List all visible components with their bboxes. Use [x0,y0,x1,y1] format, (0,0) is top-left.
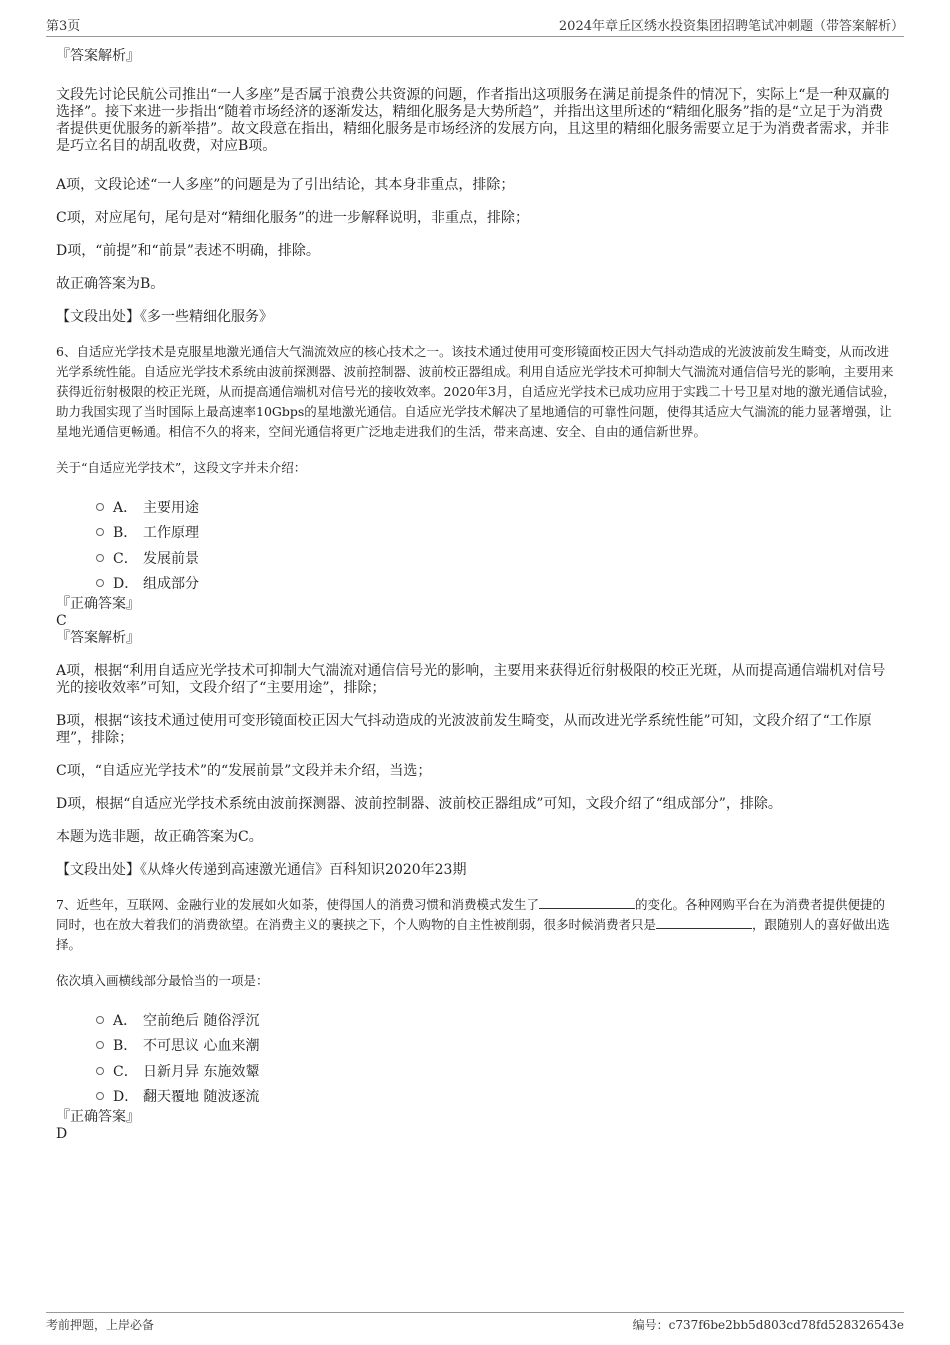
q5-analysis-label: 『答案解析』 [56,48,140,64]
q7-answer-label: 『正确答案』 [56,1109,140,1125]
radio-icon[interactable] [96,528,104,536]
radio-icon[interactable] [96,1067,104,1075]
q7-option-c[interactable]: C． 日新月异 东施效颦 [96,1058,896,1084]
q5-option-d-analysis: D项，“前提”和“前景”表述不明确，排除。 [56,243,320,259]
q7-option-d[interactable]: D． 翻天覆地 随波逐流 [96,1084,896,1110]
q7-option-b[interactable]: B． 不可思议 心血来潮 [96,1033,896,1059]
q6-answer-label: 『正确答案』 [56,596,140,612]
q7-question: 依次填入画横线部分最恰当的一项是： [56,973,269,988]
q7-answer: D [56,1126,68,1142]
q6-option-d[interactable]: D． 组成部分 [96,571,896,597]
radio-icon[interactable] [96,1092,104,1100]
radio-icon[interactable] [96,503,104,511]
radio-icon[interactable] [96,554,104,562]
q7-option-a[interactable]: A． 空前绝后 随俗浮沉 [96,1007,896,1033]
q6-options [96,494,896,596]
q6-analysis-label: 『答案解析』 [56,630,140,646]
radio-icon[interactable] [96,1016,104,1024]
q6-conclusion: 本题为选非题，故正确答案为C。 [56,829,263,845]
q5-option-c-analysis: C项，对应尾句，尾句是对“精细化服务”的进一步解释说明，非重点，排除； [56,210,530,226]
radio-icon[interactable] [96,1041,104,1049]
q6-option-a-analysis: A项，根据“利用自适应光学技术可抑制大气湍流对通信信号光的影响，主要用来获得近衍射极限的校正光斑，从而提高通信端机对信号光的接收效率”可知，文段介绍了“主要用途”，排除； [56,663,886,696]
q6-option-c[interactable]: C． 发展前景 [96,545,896,571]
radio-icon[interactable] [96,579,104,587]
page-number: 第3页 [46,19,81,34]
document-id: 编号：c737f6be2bb5d803cd78fd528326543e [632,1318,904,1332]
page-footer [46,1312,904,1340]
q5-option-a-analysis: A项，文段论述“一人多座”的问题是为了引出结论，其本身非重点，排除； [56,177,515,193]
q6-answer: C [56,613,67,629]
page-header [46,14,904,37]
page-content [56,48,896,1143]
q5-source: 【文段出处】《多一些精细化服务》 [56,309,273,325]
q6-option-b-analysis: B项，根据“该技术通过使用可变形镜面校正因大气抖动造成的光波波前发生畸变，从而改进光学系统性能”可知，文段介绍了“工作原理”，排除； [56,713,872,746]
footer-slogan: 考前押题，上岸必备 [46,1318,155,1332]
q7-options [96,1007,896,1109]
q7-stem: 7、近些年，互联网、金融行业的发展如火如荼，使得国人的消费习惯和消费模式发生了 的变化。各种网购平台在为消费者提供便捷的同时，也在放大着我们的消费欲望。在消费主义的裹挟之下，个人购物的自主性被削弱，很多时候消费者只是 ，跟随别人的喜好做出选择。 [56,897,890,952]
q5-conclusion: 故正确答案为B。 [56,276,165,292]
q6-option-c-analysis: C项，“自适应光学技术”的“发展前景”文段并未介绍，当选； [56,763,432,779]
q6-question: 关于“自适应光学技术”，这段文字并未介绍： [56,460,307,475]
q6-stem: 6、自适应光学技术是克服星地激光通信大气湍流效应的核心技术之一。该技术通过使用可变形镜面校正因大气抖动造成的光波波前发生畸变，从而改进光学系统性能。自适应光学技术系统由波前探测器、波前控制器、波前校正器组成。利用自适应光学技术可抑制大气湍流对通信信号光的影响，主要用来获得近衍射极限的校正光斑，从而提高通信端机对信号光的接收效率。2020年3月，自适应光学技术已成功应用于实践二十号卫星对地的激光通信试验，助力我国实现了当时国际上最高速率10Gbps的星地激光通信。自适应光学技术解决了星地通信的可靠性问题，使得其适应大气湍流的能力显著增强，让星地光通信更畅通。相信不久的将来，空间光通信将更广泛地走进我们的生活，带来高速、安全、自由的通信新世界。 [56,344,896,439]
q6-option-d-analysis: D项，根据“自适应光学技术系统由波前探测器、波前控制器、波前校正器组成”可知，文段介绍了“组成部分”，排除。 [56,796,782,812]
q5-analysis-text: 文段先讨论民航公司推出“一人多座”是否属于浪费公共资源的问题，作者指出这项服务在满足前提条件的情况下，实际上“是一种双赢的选择”。接下来进一步指出“随着市场经济的逐渐发达，精细化服务是大势所趋”，并指出这里所述的“精细化服务”指的是“立足于为消费者提供更优服务的新举措”。故文段意在指出，精细化服务是市场经济的发展方向，且这里的精细化服务需要立足于为消费者需求，并非是巧立名目的胡乱收费，对应B项。 [56,87,890,154]
blank-line [539,896,635,909]
blank-line [656,916,752,929]
q6-option-b[interactable]: B． 工作原理 [96,520,896,546]
q6-option-a[interactable]: A． 主要用途 [96,494,896,520]
document-title: 2024年章丘区绣水投资集团招聘笔试冲刺题（带答案解析） [558,19,904,34]
q6-source: 【文段出处】《从烽火传递到高速激光通信》百科知识2020年23期 [56,862,467,878]
